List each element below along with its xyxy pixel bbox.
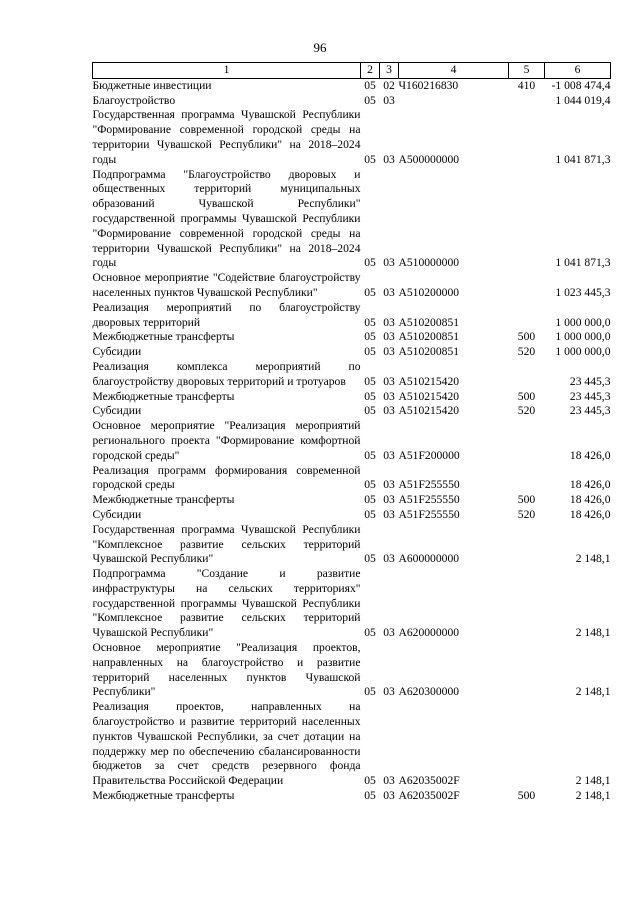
row-expense-type [509, 94, 545, 109]
row-subsection-code: 03 [383, 774, 395, 788]
row-section-code: 05 [364, 507, 376, 521]
row-target-article: А510200000 [398, 285, 460, 299]
row-amount: 1 044 019,4 [555, 93, 611, 107]
row-expense-type [509, 271, 545, 301]
row-name: Реализация мероприятий по благоустройству дворовых территорий [92, 300, 361, 329]
row-section-code: 05 [364, 330, 376, 344]
header-col-4: 4 [399, 63, 509, 79]
row-target-article: А510200851 [398, 315, 460, 329]
row-section-code: 05 [364, 448, 376, 462]
row-name: Государственная программа Чувашской Республики "Комплексное развитие сельских территорий Чувашской Республики" [92, 522, 361, 566]
row-name: Подпрограмма "Создание и развитие инфраструктуры на сельских территориях" государственной программы Чувашской Республики "Комплексное развитие сельских территорий Чувашской Республики" [92, 567, 361, 640]
row-name: Межбюджетные трансферты [92, 493, 235, 507]
row-amount: 2 148,1 [575, 789, 611, 803]
row-target-article: А620000000 [398, 626, 460, 640]
row-subsection-code: 03 [383, 478, 395, 492]
row-expense-type: 520 [517, 507, 536, 521]
row-expense-type [509, 641, 545, 700]
row-expense-type [509, 700, 545, 789]
row-subsection-code: 03 [383, 493, 395, 507]
row-name: Реализация комплекса мероприятий по благоустройству дворовых территорий и тротуаров [92, 359, 361, 388]
row-amount: 1 000 000,0 [555, 330, 611, 344]
row-subsection-code: 03 [383, 345, 395, 359]
row-subsection-code: 03 [383, 507, 395, 521]
row-name: Благоустройство [92, 93, 176, 107]
row-name: Основное мероприятие "Содействие благоустройству населенных пунктов Чувашской Республики" [92, 271, 361, 299]
row-subsection-code: 03 [383, 152, 395, 166]
row-subsection-code: 03 [383, 330, 395, 344]
row-target-article: А510200851 [398, 330, 460, 344]
row-target-article [399, 94, 509, 109]
row-section-code: 05 [364, 256, 376, 270]
budget-table [92, 62, 611, 804]
row-expense-type: 500 [517, 493, 536, 507]
row-name: Межбюджетные трансферты [92, 389, 235, 403]
table-row [93, 641, 611, 700]
row-subsection-code: 03 [383, 315, 395, 329]
row-name: Реализация программ формирования современной городской среды [92, 463, 361, 492]
row-expense-type [509, 301, 545, 331]
row-target-article: А51F255550 [398, 478, 460, 492]
row-target-article: А51F255550 [398, 493, 460, 507]
row-amount: 1 041 871,3 [555, 256, 611, 270]
table-row [93, 360, 611, 390]
row-section-code: 05 [364, 774, 376, 788]
row-subsection-code: 03 [383, 389, 395, 403]
row-section-code: 05 [364, 404, 376, 418]
table-row [93, 301, 611, 331]
row-section-code: 05 [364, 478, 376, 492]
table-row [93, 390, 611, 405]
header-col-3: 3 [380, 63, 399, 79]
header-col-5: 5 [509, 63, 545, 79]
row-target-article: А620300000 [398, 685, 460, 699]
table-row [93, 508, 611, 523]
row-expense-type [509, 464, 545, 494]
row-amount: 18 426,0 [569, 493, 611, 507]
row-subsection-code: 03 [383, 789, 395, 803]
row-name: Государственная программа Чувашской Республики "Формирование современной городской среды на территории Чувашской Республики" на 2018–2024 годы [92, 108, 361, 166]
table-row [93, 168, 611, 272]
row-target-article: А600000000 [398, 552, 460, 566]
row-section-code: 05 [364, 685, 376, 699]
row-name: Межбюджетные трансферты [92, 789, 235, 803]
row-amount: 2 148,1 [575, 552, 611, 566]
table-row [93, 523, 611, 567]
row-amount: 18 426,0 [569, 478, 611, 492]
row-amount: -1 008 474,4 [551, 78, 611, 92]
row-target-article: А500000000 [398, 152, 460, 166]
row-section-code: 05 [364, 374, 376, 388]
row-expense-type [509, 168, 545, 272]
header-col-1: 1 [93, 63, 361, 79]
row-amount: 2 148,1 [575, 626, 611, 640]
table-row [93, 271, 611, 301]
row-subsection-code: 03 [383, 685, 395, 699]
table-row [93, 404, 611, 419]
row-subsection-code: 03 [383, 626, 395, 640]
row-name: Межбюджетные трансферты [92, 330, 235, 344]
row-amount: 1 000 000,0 [555, 315, 611, 329]
row-section-code: 05 [364, 78, 376, 92]
row-expense-type: 410 [517, 78, 536, 92]
row-target-article: А510215420 [398, 374, 460, 388]
row-expense-type [509, 108, 545, 167]
row-name: Бюджетные инвестиции [92, 78, 212, 92]
row-amount: 2 148,1 [575, 685, 611, 699]
row-expense-type: 500 [517, 789, 536, 803]
row-section-code: 05 [364, 152, 376, 166]
table-row [93, 419, 611, 463]
table-row [93, 108, 611, 167]
row-target-article: А510215420 [398, 389, 460, 403]
table-row [93, 78, 611, 93]
row-expense-type: 500 [517, 330, 536, 344]
row-name: Субсидии [92, 345, 142, 359]
row-expense-type: 500 [517, 389, 536, 403]
row-target-article: А51F200000 [398, 448, 460, 462]
row-expense-type [509, 567, 545, 641]
table-row [93, 464, 611, 494]
row-target-article: А510000000 [398, 256, 460, 270]
row-section-code: 05 [364, 626, 376, 640]
row-target-article: Ч160216830 [398, 78, 459, 92]
row-subsection-code: 03 [383, 256, 395, 270]
row-amount: 1 041 871,3 [555, 152, 611, 166]
row-target-article: А62035002F [398, 789, 460, 803]
table-body [93, 78, 611, 804]
row-subsection-code: 03 [383, 448, 395, 462]
row-section-code: 05 [364, 789, 376, 803]
table-row [93, 94, 611, 109]
row-name: Основное мероприятие "Реализация проектов, направленных на благоустройство и развитие территорий населенных пунктов Чувашской Республики" [92, 641, 361, 699]
row-amount: 18 426,0 [569, 507, 611, 521]
row-subsection-code: 03 [383, 374, 395, 388]
row-amount: 2 148,1 [575, 774, 611, 788]
row-name: Субсидии [92, 404, 142, 418]
row-section-code: 05 [364, 285, 376, 299]
header-col-2: 2 [361, 63, 380, 79]
table-row [93, 700, 611, 789]
row-target-article: А62035002F [398, 774, 460, 788]
row-target-article: А51F255550 [398, 507, 460, 521]
row-section-code: 05 [364, 315, 376, 329]
table-row [93, 567, 611, 641]
row-amount: 23 445,3 [569, 389, 611, 403]
row-expense-type [509, 360, 545, 390]
row-expense-type: 520 [517, 345, 536, 359]
row-name: Подпрограмма "Благоустройство дворовых и общественных территорий муниципальных образований Чувашской Республики" государственной программы Чувашской Республики "Формирование современной городской среды на территории Чувашской Республики" на 2018–2024 годы [92, 167, 361, 270]
table-row [93, 345, 611, 360]
row-expense-type [509, 523, 545, 567]
row-expense-type: 520 [517, 404, 536, 418]
header-col-6: 6 [545, 63, 611, 79]
row-expense-type [509, 419, 545, 463]
page-number: 96 [313, 40, 327, 55]
row-subsection-code: 03 [383, 93, 395, 107]
row-subsection-code: 03 [383, 404, 395, 418]
row-name: Реализация проектов, направленных на благоустройство и развитие территорий населенных пунктов Чувашской Республики, за счет дотации на поддержку мер по обеспечению сбалансированности бюджетов за счет средств резервного фонда Правительства Российской Федерации [92, 700, 361, 788]
row-name: Субсидии [92, 507, 142, 521]
row-section-code: 05 [364, 389, 376, 403]
row-subsection-code: 03 [383, 552, 395, 566]
row-amount: 18 426,0 [569, 448, 611, 462]
row-target-article: А510200851 [398, 345, 460, 359]
table-row [93, 330, 611, 345]
row-section-code: 05 [364, 93, 376, 107]
row-amount: 1 000 000,0 [555, 345, 611, 359]
row-name: Основное мероприятие "Реализация мероприятий регионального проекта "Формирование комфортной городской среды" [92, 419, 361, 462]
row-section-code: 05 [364, 493, 376, 507]
row-amount: 23 445,3 [569, 404, 611, 418]
row-target-article: А510215420 [398, 404, 460, 418]
row-subsection-code: 02 [383, 78, 395, 92]
table-row [93, 789, 611, 804]
table-header-row [93, 63, 611, 79]
row-section-code: 05 [364, 345, 376, 359]
row-amount: 23 445,3 [569, 374, 611, 388]
table-row [93, 493, 611, 508]
row-section-code: 05 [364, 552, 376, 566]
row-subsection-code: 03 [383, 285, 395, 299]
row-amount: 1 023 445,3 [555, 285, 611, 299]
